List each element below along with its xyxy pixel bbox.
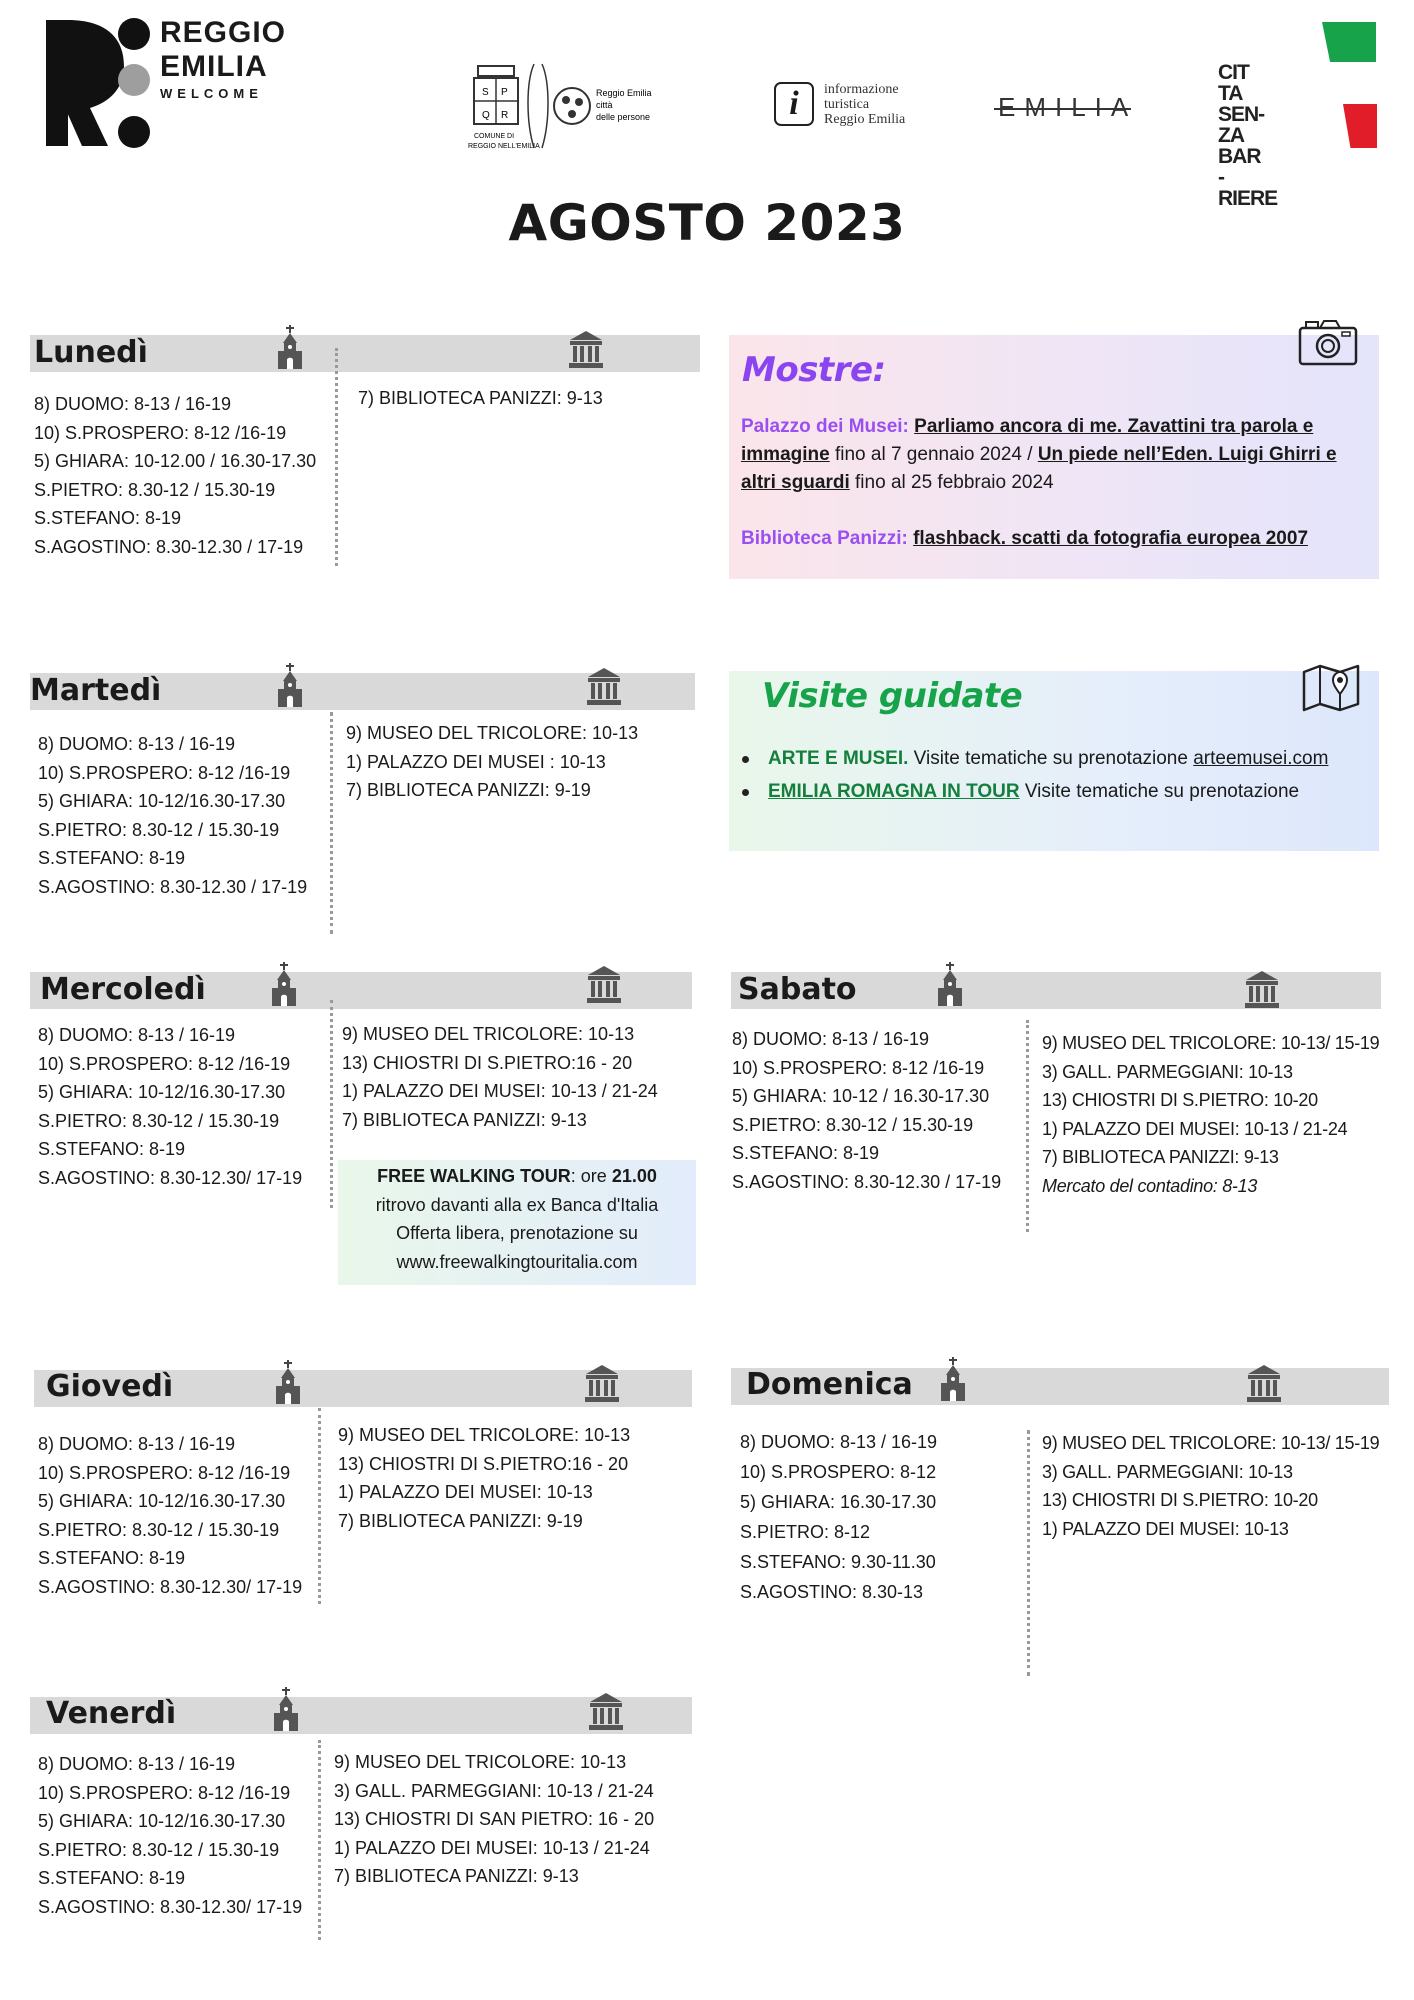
svg-text:Reggio Emilia: Reggio Emilia (596, 88, 652, 98)
churches-list-mercoledi (38, 1021, 302, 1192)
museum-icon (1246, 1364, 1282, 1402)
list-item: 7) BIBLIOTECA PANIZZI: 9-13 (334, 1866, 579, 1886)
brand-name: REGGIO EMILIA WELCOME (160, 16, 287, 101)
list-item: S.STEFANO: 8-19 (732, 1143, 880, 1163)
list-item: 7) BIBLIOTECA PANIZZI: 9-19 (346, 780, 591, 800)
exhibitions-content: Palazzo dei Musei: Parliamo ancora di me. Zavattini tra parola e immagine fino al 7 gennaio 2024 / Un piede nell’Eden. Luigi Ghirri e altri sguardi fino al 25 febbraio 2024 Biblioteca Panizzi: flashback. scatti da fotografia europea 2007 (741, 416, 1337, 549)
museum-icon (586, 667, 622, 705)
list-item: S.STEFANO: 8-19 (38, 848, 186, 868)
list-item: S.PIETRO: 8.30-12 / 15.30-19 (38, 1839, 280, 1860)
list-item: S.AGOSTINO: 8.30-12.30 / 17-19 (34, 536, 304, 557)
churches-list-lunedi (34, 390, 316, 561)
church-icon (272, 663, 308, 707)
list-item: 5) GHIARA: 10-12/16.30-17.30 (38, 791, 286, 811)
museum-icon (588, 1692, 624, 1730)
list-item: 10) S.PROSPERO: 8-12 /16-19 (38, 1782, 291, 1803)
list-item: 1) PALAZZO DEI MUSEI: 10-13 (1042, 1518, 1289, 1539)
day-name-martedi: Martedì (30, 673, 162, 708)
list-item: S.PIETRO: 8.30-12 / 15.30-19 (34, 479, 276, 500)
svg-text:città: città (596, 100, 613, 110)
list-item: 1) PALAZZO DEI MUSEI: 10-13 / 21-24 (342, 1081, 658, 1101)
list-item: S.STEFANO: 8-19 (34, 508, 182, 528)
list-item: S.STEFANO: 9.30-11.30 (740, 1552, 936, 1572)
list-item: 10) S.PROSPERO: 8-12 /16-19 (38, 1462, 291, 1483)
comune-coat-of-arms-logo (468, 62, 704, 152)
list-item: 1) PALAZZO DEI MUSEI: 10-13 / 21-24 (1042, 1118, 1348, 1139)
list-item: S.STEFANO: 8-19 (38, 1548, 186, 1568)
church-icon (270, 1360, 306, 1404)
walking-tour-time: 21.00 (611, 1166, 657, 1186)
guided-tours-list (740, 742, 1328, 808)
list-item: 9) MUSEO DEL TRICOLORE: 10-13 (342, 1024, 635, 1044)
list-item: 3) GALL. PARMEGGIANI: 10-13 (1042, 1061, 1293, 1082)
column-divider (1026, 1020, 1029, 1232)
exhibition-link-flashback[interactable]: flashback. scatti da fotografia europea 2007 (913, 528, 1309, 549)
list-item: 5) GHIARA: 10-12/16.30-17.30 (38, 1082, 286, 1102)
list-item: 8) DUOMO: 8-13 / 16-19 (732, 1029, 930, 1049)
column-divider (330, 712, 333, 934)
list-item: 1) PALAZZO DEI MUSEI : 10-13 (346, 751, 606, 772)
walking-tour-title: FREE WALKING TOUR (377, 1166, 571, 1186)
column-divider (318, 1740, 321, 1940)
church-icon (266, 962, 302, 1006)
list-item: EMILIA ROMAGNA IN TOUR Visite tematiche su prenotazione (740, 775, 1328, 808)
list-item: 8) DUOMO: 8-13 / 16-19 (38, 734, 236, 754)
list-item: S.PIETRO: 8-12 (740, 1522, 871, 1542)
link-emilia-romagna-in-tour[interactable]: EMILIA ROMAGNA IN TOUR (768, 781, 1020, 802)
list-item: S.PIETRO: 8.30-12 / 15.30-19 (38, 1110, 280, 1131)
list-item: 9) MUSEO DEL TRICOLORE: 10-13 (334, 1752, 627, 1772)
museums-list-venerdi (334, 1748, 654, 1891)
flag-green-stripe (1322, 22, 1376, 62)
list-item: S.AGOSTINO: 8.30-12.30/ 17-19 (38, 1167, 303, 1188)
camera-icon (1298, 318, 1358, 366)
list-item: 5) GHIARA: 16.30-17.30 (740, 1492, 937, 1512)
list-item: S.AGOSTINO: 8.30-12.30/ 17-19 (38, 1576, 303, 1597)
day-name-mercoledi: Mercoledì (40, 972, 206, 1007)
free-walking-tour-box: FREE WALKING TOUR: ore 21.00 ritrovo davanti alla ex Banca d'Italia Offerta libera, prenotazione su www.freewalkingtouritalia.com (338, 1160, 696, 1285)
list-item: 7) BIBLIOTECA PANIZZI: 9-13 (1042, 1147, 1279, 1167)
reggio-emilia-logo-mark (46, 18, 152, 150)
list-item: 9) MUSEO DEL TRICOLORE: 10-13 (338, 1425, 631, 1445)
svg-text:R: R (501, 110, 509, 121)
churches-list-venerdi (38, 1750, 302, 1921)
churches-list-giovedi (38, 1430, 302, 1601)
flag-red-stripe (1343, 104, 1377, 148)
venue-biblioteca-panizzi: Biblioteca Panizzi: (741, 528, 908, 549)
church-icon (935, 1357, 971, 1401)
museum-icon (586, 965, 622, 1003)
link-arteemusei[interactable]: arteemusei.com (1193, 748, 1329, 769)
list-item: 7) BIBLIOTECA PANIZZI: 9-13 (342, 1109, 587, 1130)
exhibition-link-zavattini[interactable]: Parliamo ancora di me. Zavattini tra parola e immagine (741, 416, 1314, 465)
list-item: 13) CHIOSTRI DI S.PIETRO:16 - 20 (342, 1052, 633, 1073)
day-name-lunedi: Lunedì (34, 335, 148, 370)
svg-text:Q: Q (482, 110, 490, 121)
list-item: 10) S.PROSPERO: 8-12 /16-19 (34, 422, 287, 443)
list-item: 9) MUSEO DEL TRICOLORE: 10-13 (346, 723, 639, 743)
list-item: S.AGOSTINO: 8.30-12.30 / 17-19 (732, 1171, 1002, 1192)
list-item: 7) BIBLIOTECA PANIZZI: 9-19 (338, 1510, 583, 1531)
list-item: 1) PALAZZO DEI MUSEI: 10-13 / 21-24 (334, 1837, 650, 1858)
list-item: 8) DUOMO: 8-13 / 16-19 (38, 1025, 236, 1045)
list-item: S.STEFANO: 8-19 (38, 1868, 186, 1888)
list-item: ARTE E MUSEI. Visite tematiche su prenotazione arteemusei.com (740, 742, 1328, 775)
list-item: 5) GHIARA: 10-12/16.30-17.30 (38, 1811, 286, 1831)
museum-icon (568, 330, 604, 368)
day-name-venerdi: Venerdì (46, 1696, 177, 1731)
museums-list-domenica (1042, 1429, 1379, 1543)
day-name-sabato: Sabato (738, 972, 857, 1007)
exhibition-link-ghirri[interactable]: Un piede nell’Eden. Luigi Ghirri e altri sguardi (741, 444, 1337, 493)
svg-text:COMUNE DI: COMUNE DI (474, 133, 515, 140)
museum-icon (584, 1364, 620, 1402)
list-item: S.PIETRO: 8.30-12 / 15.30-19 (732, 1114, 974, 1135)
svg-text:delle persone: delle persone (596, 112, 651, 122)
day-name-domenica: Domenica (746, 1367, 913, 1402)
list-item: 10) S.PROSPERO: 8-12 (740, 1462, 937, 1482)
list-item: 5) GHIARA: 10-12 / 16.30-17.30 (732, 1086, 990, 1106)
museum-icon (1244, 970, 1280, 1008)
column-divider (335, 348, 338, 566)
church-icon (932, 962, 968, 1006)
emilia-logo: EMILIA (998, 92, 1138, 122)
guided-tours-title: Visite guidate (762, 676, 1023, 716)
list-item: 3) GALL. PARMEGGIANI: 10-13 / 21-24 (334, 1780, 654, 1801)
walking-tour-website: www.freewalkingtouritalia.com (396, 1251, 638, 1272)
list-item: S.PIETRO: 8.30-12 / 15.30-19 (38, 819, 280, 840)
list-item: S.AGOSTINO: 8.30-13 (740, 1582, 924, 1602)
list-item: 10) S.PROSPERO: 8-12 /16-19 (38, 1053, 291, 1074)
market-note: Mercato del contadino: 8-13 (1042, 1175, 1258, 1196)
svg-text:S: S (482, 87, 489, 98)
list-item: S.STEFANO: 8-19 (38, 1139, 186, 1159)
list-item: 8) DUOMO: 8-13 / 16-19 (38, 1434, 236, 1454)
tourist-information-logo: i informazione turistica Reggio Emilia (774, 80, 944, 132)
museums-list-sabato (1042, 1029, 1379, 1200)
church-icon (268, 1687, 304, 1731)
list-item: S.AGOSTINO: 8.30-12.30/ 17-19 (38, 1896, 303, 1917)
list-item: 5) GHIARA: 10-12/16.30-17.30 (38, 1491, 286, 1511)
column-divider (1027, 1430, 1030, 1676)
page-title: AGOSTO 2023 (508, 194, 906, 252)
church-icon (272, 325, 308, 369)
list-item: 9) MUSEO DEL TRICOLORE: 10-13/ 15-19 (1042, 1033, 1380, 1053)
day-name-giovedi: Giovedì (46, 1369, 174, 1404)
list-item: 9) MUSEO DEL TRICOLORE: 10-13/ 15-19 (1042, 1433, 1380, 1453)
list-item: 13) CHIOSTRI DI S.PIETRO:16 - 20 (338, 1453, 629, 1474)
list-item: 8) DUOMO: 8-13 / 16-19 (34, 394, 232, 414)
list-item: 8) DUOMO: 8-13 / 16-19 (38, 1754, 236, 1774)
tour-name-arte-e-musei: ARTE E MUSEI. (768, 748, 909, 769)
list-item: 13) CHIOSTRI DI S.PIETRO: 10-20 (1042, 1490, 1318, 1510)
column-divider (318, 1408, 321, 1604)
museums-list-lunedi (358, 384, 603, 413)
list-item: S.PIETRO: 8.30-12 / 15.30-19 (38, 1519, 280, 1540)
exhibitions-title: Mostre: (742, 350, 886, 390)
museums-list-mercoledi (342, 1020, 658, 1134)
churches-list-martedi (38, 730, 307, 901)
list-item: 13) CHIOSTRI DI S.PIETRO: 10-20 (1042, 1090, 1318, 1110)
list-item: 13) CHIOSTRI DI SAN PIETRO: 16 - 20 (334, 1809, 655, 1829)
churches-list-sabato (732, 1025, 1001, 1196)
list-item: 10) S.PROSPERO: 8-12 /16-19 (38, 762, 291, 783)
churches-list-domenica (740, 1427, 937, 1607)
info-icon: i (774, 82, 814, 126)
list-item: S.AGOSTINO: 8.30-12.30 / 17-19 (38, 876, 308, 897)
list-item: 5) GHIARA: 10-12.00 / 16.30-17.30 (34, 451, 317, 471)
citta-senza-barriere-logo: CIT TA SEN- ZA BAR -RIERE (1218, 61, 1278, 210)
column-divider (330, 1000, 333, 1208)
list-item: 8) DUOMO: 8-13 / 16-19 (740, 1432, 938, 1452)
list-item: 10) S.PROSPERO: 8-12 /16-19 (732, 1057, 985, 1078)
map-pin-icon (1302, 664, 1360, 712)
list-item: 3) GALL. PARMEGGIANI: 10-13 (1042, 1461, 1293, 1482)
svg-text:REGGIO NELL'EMILIA: REGGIO NELL'EMILIA (468, 143, 540, 150)
museums-list-giovedi (338, 1421, 630, 1535)
venue-palazzo-dei-musei: Palazzo dei Musei: (741, 416, 909, 437)
svg-text:P: P (501, 87, 508, 98)
museums-list-martedi (346, 719, 638, 805)
list-item: 7) BIBLIOTECA PANIZZI: 9-13 (358, 388, 603, 408)
list-item: 1) PALAZZO DEI MUSEI: 10-13 (338, 1482, 593, 1502)
